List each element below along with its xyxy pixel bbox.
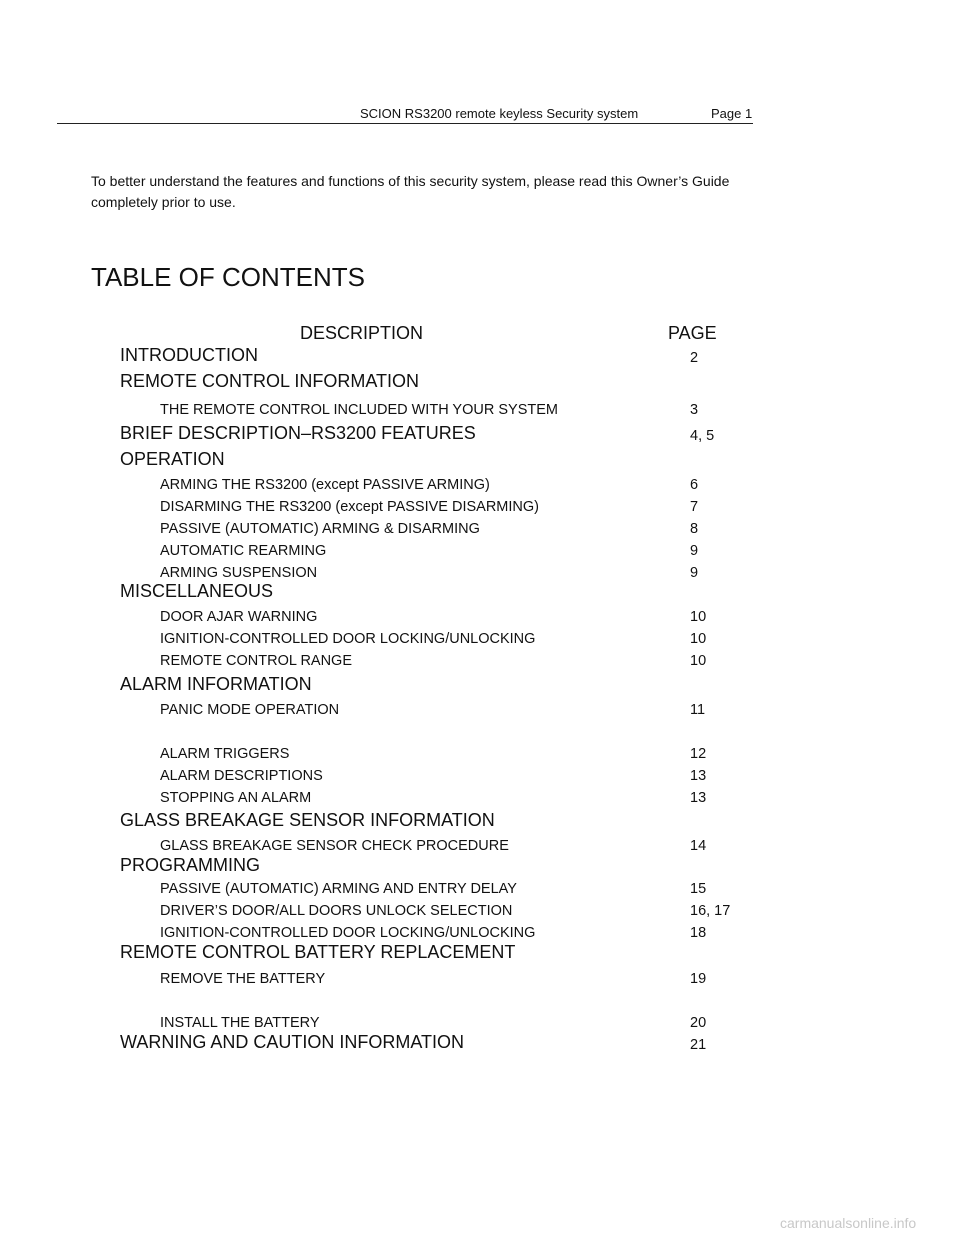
toc-entry-page: 4, 5 <box>690 428 715 444</box>
toc-entry-page: 13 <box>690 768 707 784</box>
toc-entry-title: IGNITION-CONTROLLED DOOR LOCKING/UNLOCKING <box>160 925 536 941</box>
intro-paragraph: To better understand the features and functions of this security system, please read this Owner’s Guide completely prior to use. <box>91 173 730 210</box>
toc-entry-title: BRIEF DESCRIPTION–RS3200 FEATURES <box>120 423 476 443</box>
toc-entry-page: 20 <box>690 1015 707 1031</box>
toc-entry-title: DRIVER’S DOOR/ALL DOORS UNLOCK SELECTION <box>160 903 513 919</box>
toc-entry-title: AUTOMATIC REARMING <box>160 543 327 559</box>
toc-entry-page: 6 <box>690 477 699 493</box>
toc-entry-page: 8 <box>690 521 699 537</box>
toc-entry-title: ARMING THE RS3200 (except PASSIVE ARMING) <box>160 477 490 493</box>
toc-entry-title: ALARM DESCRIPTIONS <box>160 768 323 784</box>
toc-entry-title: PASSIVE (AUTOMATIC) ARMING AND ENTRY DELAY <box>160 881 517 897</box>
toc-entry-title: ALARM INFORMATION <box>120 674 312 694</box>
toc-entry-title: OPERATION <box>120 449 225 469</box>
toc-entry-page: 3 <box>690 402 699 418</box>
toc-entry-page: 7 <box>690 499 699 515</box>
toc-entry-title: PROGRAMMING <box>120 855 261 875</box>
toc-entry-title: ALARM TRIGGERS <box>160 746 290 762</box>
toc-column-description: DESCRIPTION <box>300 323 424 343</box>
toc-entry-title: THE REMOTE CONTROL INCLUDED WITH YOUR SYSTEM <box>160 402 558 418</box>
toc-entry-page: 19 <box>690 971 707 987</box>
running-header-title: SCION RS3200 remote keyless Security system <box>360 106 639 121</box>
toc-entry-title: DISARMING THE RS3200 (except PASSIVE DISARMING) <box>160 499 539 515</box>
toc-entry-title: IGNITION-CONTROLLED DOOR LOCKING/UNLOCKING <box>160 631 536 647</box>
running-header-page-number: Page 1 <box>711 106 753 121</box>
toc-entry-page: 10 <box>690 631 707 647</box>
toc-entry-title: GLASS BREAKAGE SENSOR CHECK PROCEDURE <box>160 838 509 854</box>
toc-entry-title: INTRODUCTION <box>120 345 258 365</box>
toc-column-page: PAGE <box>668 323 717 343</box>
toc-entry-title: STOPPING AN ALARM <box>160 790 312 806</box>
toc-entry-title: REMOTE CONTROL RANGE <box>160 653 353 669</box>
toc-entry-page: 11 <box>690 702 706 718</box>
toc-entry-page: 10 <box>690 609 707 625</box>
toc-entry-page: 16, 17 <box>690 903 731 919</box>
toc-entry-page: 14 <box>690 838 707 854</box>
toc-entry-page: 12 <box>690 746 707 762</box>
toc-entry-title: PASSIVE (AUTOMATIC) ARMING & DISARMING <box>160 521 480 537</box>
toc-entry-title: DOOR AJAR WARNING <box>160 609 318 625</box>
toc-entry-page: 21 <box>690 1037 707 1053</box>
toc-entry-title: PANIC MODE OPERATION <box>160 702 340 718</box>
header-divider <box>57 123 753 124</box>
toc-entry-title: MISCELLANEOUS <box>120 581 274 601</box>
watermark-text: carmanualsonline.info <box>780 1215 917 1231</box>
toc-entry-title: REMOTE CONTROL BATTERY REPLACEMENT <box>120 942 516 962</box>
toc-entry-page: 2 <box>690 350 699 366</box>
toc-entry-page: 18 <box>690 925 707 941</box>
toc-entry-page: 15 <box>690 881 707 897</box>
toc-entry-title: REMOTE CONTROL INFORMATION <box>120 371 419 391</box>
toc-entry-page: 9 <box>690 543 699 559</box>
toc-entry-page: 13 <box>690 790 707 806</box>
toc-entry-page: 9 <box>690 565 699 581</box>
toc-entry-page: 10 <box>690 653 707 669</box>
toc-heading: TABLE OF CONTENTS <box>91 262 365 292</box>
toc-entry-title: GLASS BREAKAGE SENSOR INFORMATION <box>120 810 495 830</box>
toc-entry-title: WARNING AND CAUTION INFORMATION <box>120 1032 464 1052</box>
toc-entry-title: ARMING SUSPENSION <box>160 565 318 581</box>
toc-entry-title: INSTALL THE BATTERY <box>160 1015 320 1031</box>
toc-entry-title: REMOVE THE BATTERY <box>160 971 326 987</box>
